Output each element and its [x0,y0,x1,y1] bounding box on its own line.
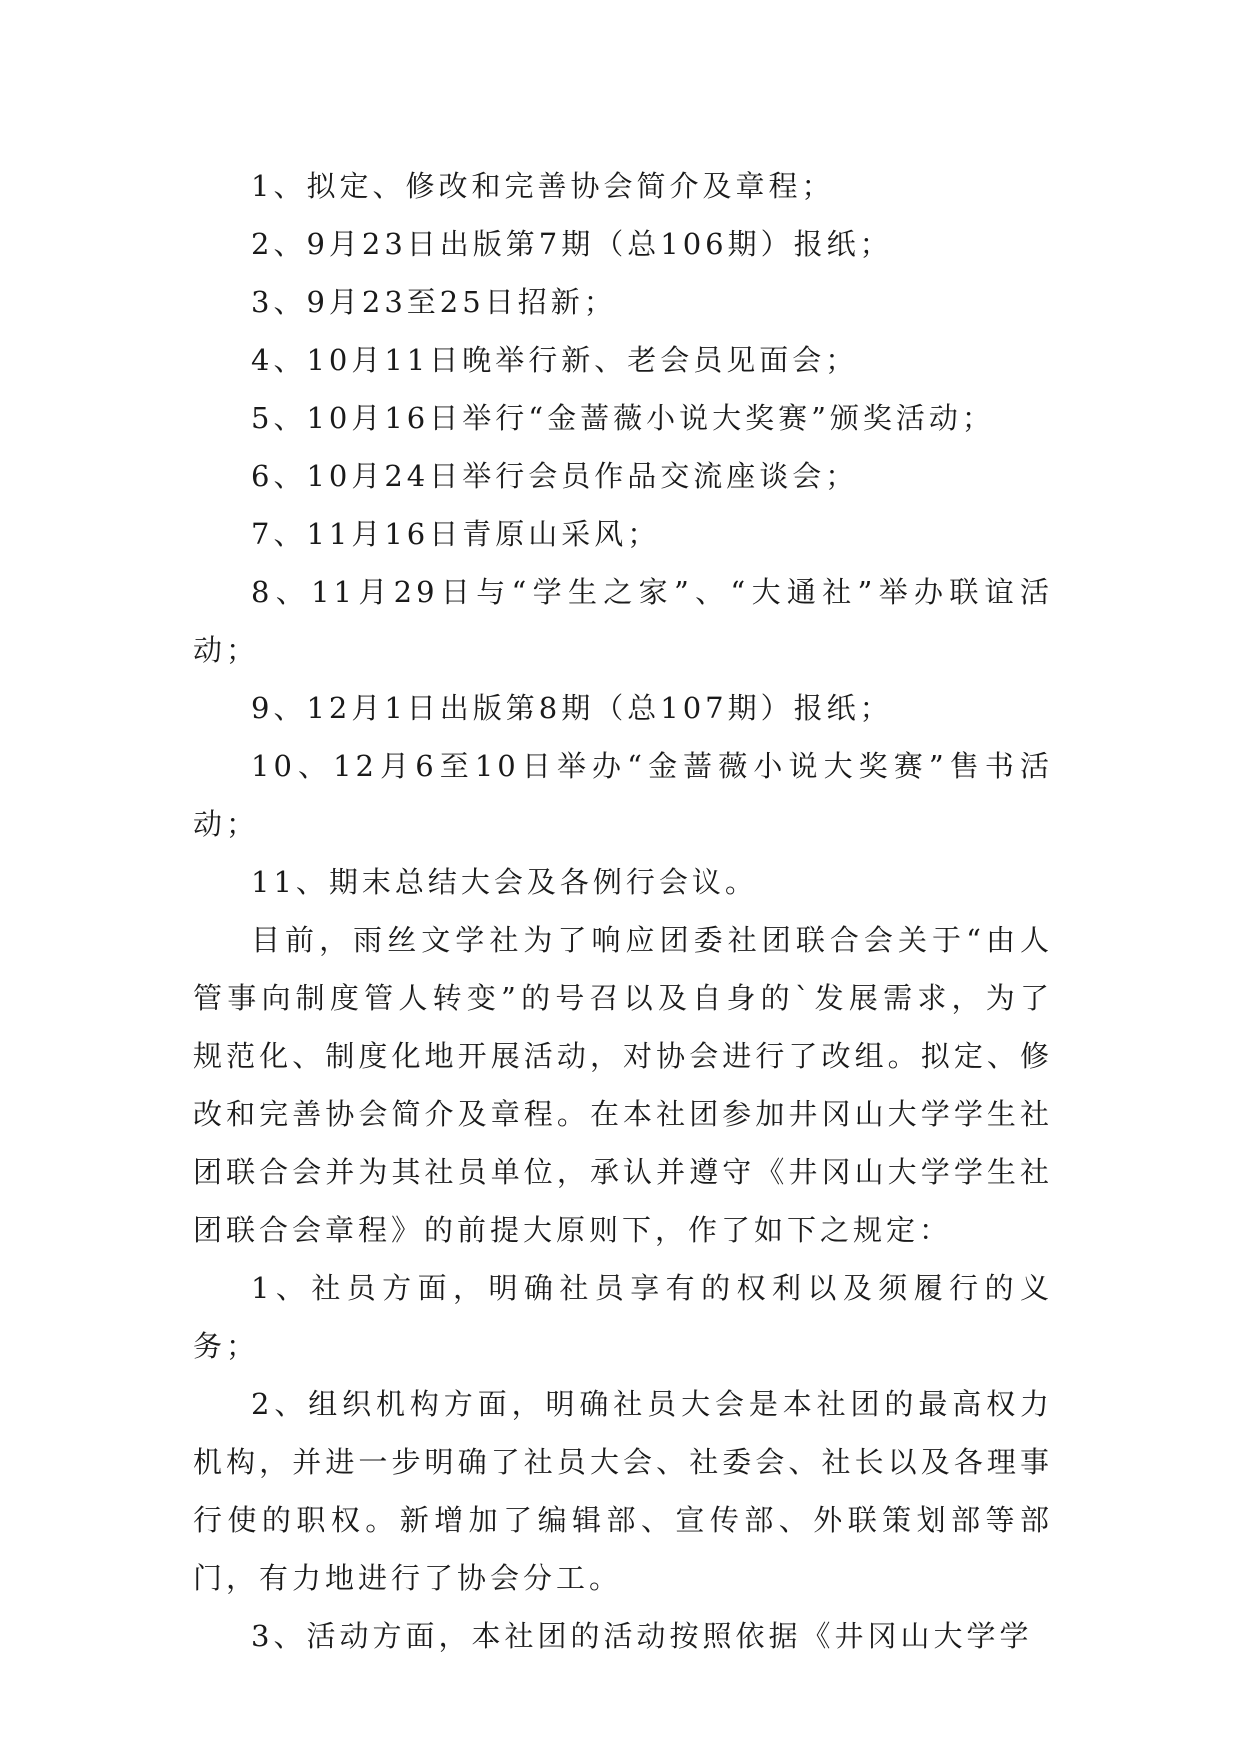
document-body [193,157,1053,1665]
list-item-11: 11、期末总结大会及各例行会议。 [251,865,758,899]
list-item-5: 5、10月16日举行“金蔷薇小说大奖赛”颁奖活动； [251,401,995,435]
list-item-4: 4、10月11日晚举行新、老会员见面会； [251,343,859,377]
body-paragraph: 目前，雨丝文学社为了响应团委社团联合会关于“由人管事向制度管人转变”的号召以及自身的`发展需求，为了规范化、制度化地开展活动，对协会进行了改组。拟定、修改和完善协会简介及章程。在本社团参加井冈山大学学生社团联合会并为其社员单位，承认并遵守《井冈山大学学生社团联合会章程》的前提大原则下，作了如下之规定： [193,923,1053,1247]
list-item-6: 6、10月24日举行会员作品交流座谈会； [251,459,859,493]
rule-item-2: 2、组织机构方面，明确社员大会是本社团的最高权力机构，并进一步明确了社员大会、社委会、社长以及各理事行使的职权。新增加了编辑部、宣传部、外联策划部等部门，有力地进行了协会分工。 [193,1387,1053,1595]
list-item-3: 3、9月23至25日招新； [251,285,617,319]
rule-item-1: 1、社员方面，明确社员享有的权利以及须履行的义务； [193,1271,1053,1363]
rule-item-3: 3、活动方面，本社团的活动按照依据《井冈山大学学 [251,1619,1033,1653]
list-item-8: 8、11月29日与“学生之家”、“大通社”举办联谊活动； [193,575,1053,667]
list-item-2: 2、9月23日出版第7期（总106期）报纸； [251,227,893,261]
list-item-9: 9、12月1日出版第8期（总107期）报纸； [251,691,893,725]
list-item-1: 1、拟定、修改和完善协会简介及章程； [251,169,835,203]
list-item-7: 7、11月16日青原山采风； [251,517,661,551]
list-item-10: 10、12月6至10日举办“金蔷薇小说大奖赛”售书活动； [193,749,1053,841]
